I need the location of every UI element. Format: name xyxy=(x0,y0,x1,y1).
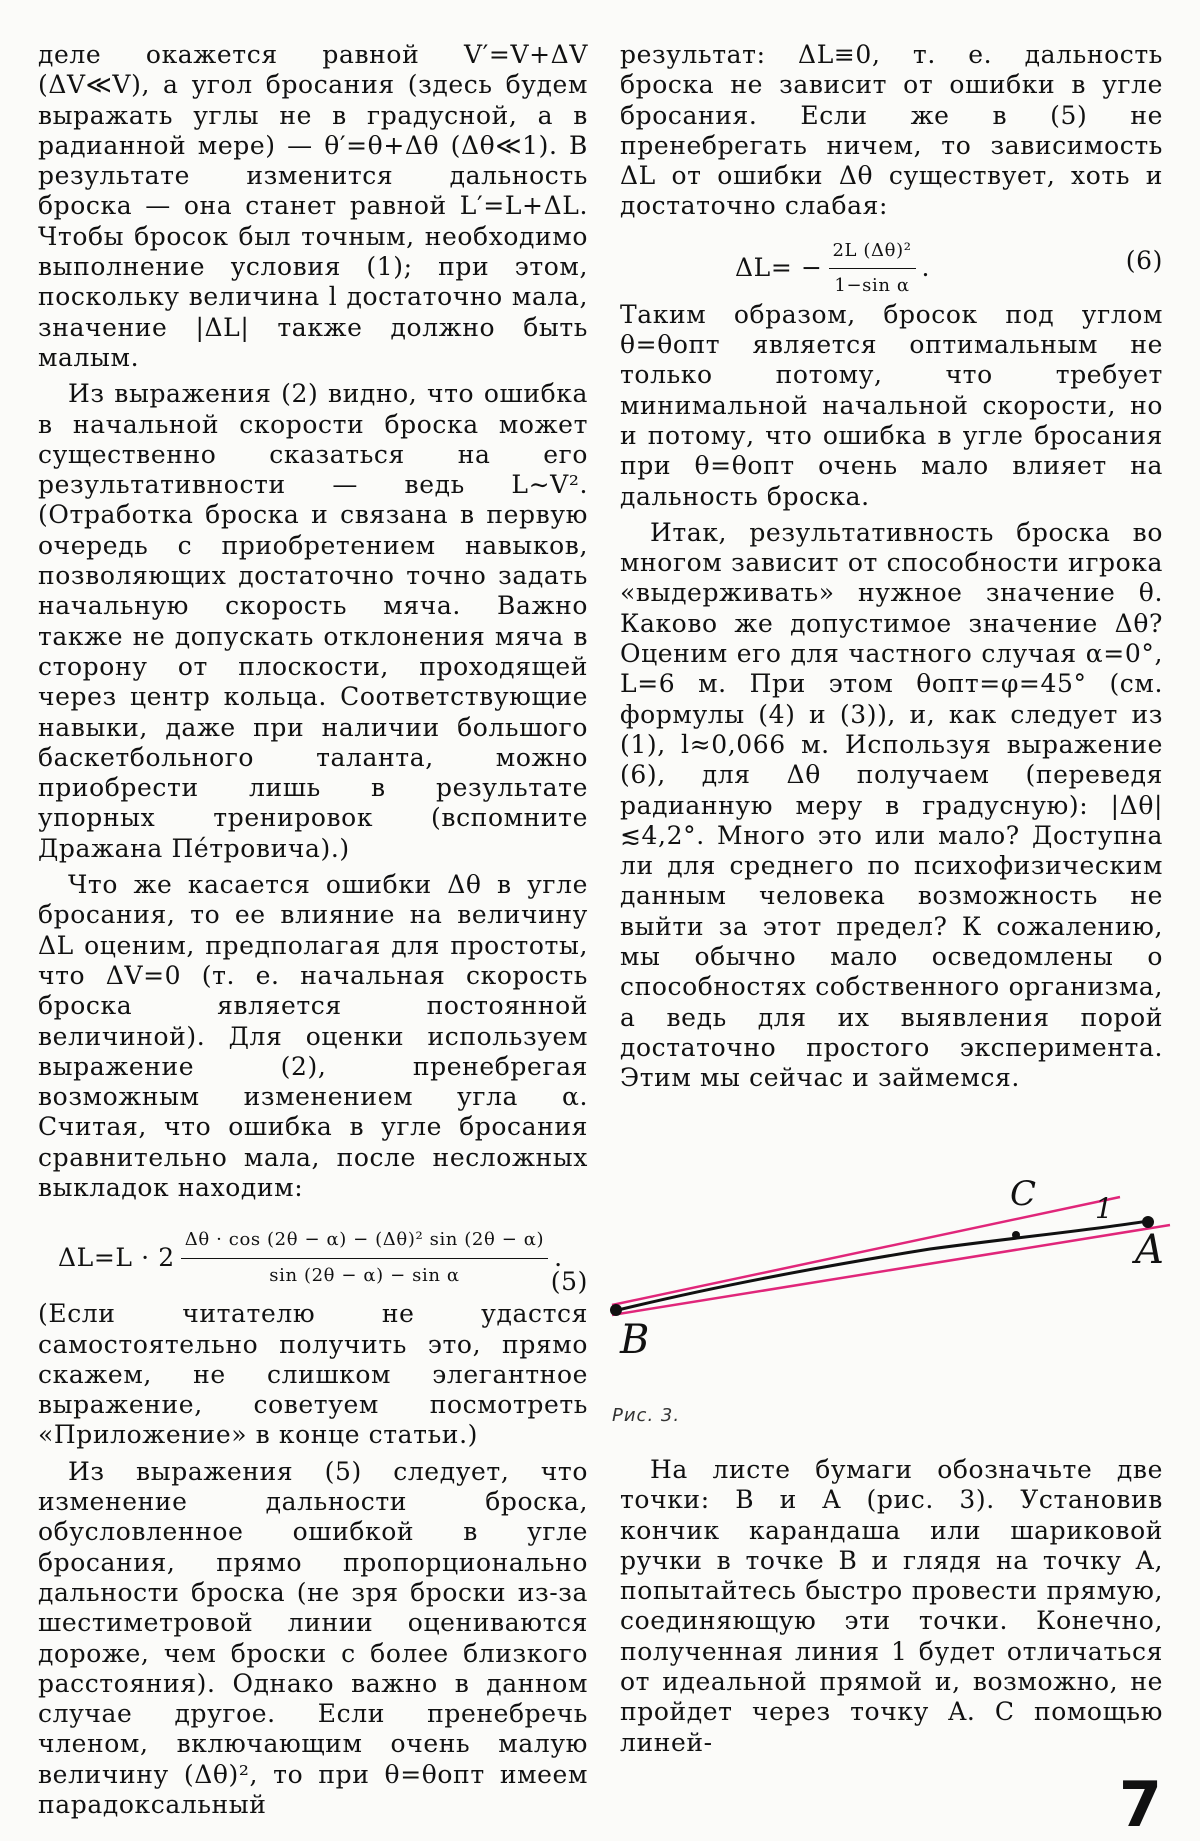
equation-denominator: sin (2θ − α) − sin α xyxy=(269,1264,460,1286)
label-a: A xyxy=(1135,1227,1164,1273)
equation-lhs: ΔL=L · 2 xyxy=(58,1242,175,1272)
left-column xyxy=(38,40,588,1820)
label-c: C xyxy=(1010,1174,1037,1214)
equation-6 xyxy=(620,236,1163,297)
label-1: 1 xyxy=(1095,1192,1113,1225)
paragraph: Что же касается ошибки Δθ в угле бросания, то ее влияние на величину ΔL оценим, предполагая для простоты, что ΔV=0 (т. е. начальная скорость броска является постоянной величиной). Для оценки используем выражение (2), пренебрегая возможным изменением угла α. Считая, что ошибка в угле бросания сравнительно мала, после несложных выкладок находим: xyxy=(38,870,588,1202)
paragraph: (Если читателю не удастся самостоятельно получить это, прямо скажем, не слишком элегантное выражение, советуем посмотреть «Приложение» в конце статьи.) xyxy=(38,1299,588,1450)
equation-tail: . xyxy=(921,253,931,283)
page-number: 7 xyxy=(1118,1768,1162,1841)
equation-numerator: 2L (Δθ)² xyxy=(829,236,916,269)
paragraph: результат: ΔL≡0, т. е. дальность броска не зависит от ошибки в угле бросания. Если же в (5) не пренебрегать ничем, то зависимость ΔL от ошибки Δθ существует, хоть и достаточно слабая: xyxy=(620,40,1163,221)
equation-fraction xyxy=(829,236,916,302)
equation-lhs: ΔL= − xyxy=(735,253,823,283)
hand-drawn-line-1 xyxy=(614,1221,1148,1311)
paragraph: Из выражения (5) следует, что изменение дальности броска, обусловленное ошибкой в угле бросания, прямо пропорционально дальности броска (не зря броски из-за шестиметровой линии оцениваются дороже, чем броски с более близкого расстояния). Однако важно в данном случае другое. Если пренебречь членом, включающим очень малую величину (Δθ)², то при θ=θопт имеем парадоксальный xyxy=(38,1456,588,1820)
paragraph: На листе бумаги обозначьте две точки: B и A (рис. 3). Установив кончик карандаша или шариковой ручки в точке B и глядя на точку A, попытайтесь быстро провести прямую, соединяющую эти точки. Конечно, полученная линия 1 будет отличаться от идеальной прямой и, возможно, не пройдет через точку A. С помощью линей- xyxy=(620,1455,1163,1757)
equation-numerator: Δθ · cos (2θ − α) − (Δθ)² sin (2θ − α) xyxy=(181,1225,548,1258)
paragraph: Из выражения (2) видно, что ошибка в начальной скорости броска может существенно сказаться на его результативности — ведь L∼V². (Отработка броска и связана в первую очередь с приобретением навыков, позволяющих достаточно точно задать начальную скорость мяча. Важно также не допускать отклонения мяча в сторону от плоскости, проходящей через центр кольца. Соответствующие навыки, даже при наличии большого баскетбольного таланта, можно приобрести лишь в результате упорных тренировок (вспомните Дражана Пéтровича).) xyxy=(38,379,588,863)
figure-3-drawing xyxy=(600,1145,1180,1375)
right-column-continued xyxy=(620,1455,1163,1758)
right-column xyxy=(620,40,1163,1094)
equation-number: (5) xyxy=(550,1267,588,1297)
label-b: B xyxy=(620,1317,650,1363)
equation-denominator: 1−sin α xyxy=(834,275,910,297)
point-c xyxy=(1012,1231,1020,1239)
point-b xyxy=(610,1304,622,1316)
equation-tail: . xyxy=(554,1242,563,1272)
paragraph: деле окажется равной V′=V+ΔV (ΔV≪V), а угол бросания (здесь будем выражать углы не в градусной, а в радианной мере) — θ′=θ+Δθ (Δθ≪1). В результате изменится дальность броска — она станет равной L′=L+ΔL. Чтобы бросок был точным, необходимо выполнение условия (1); при этом, поскольку величина l достаточно мала, значение |ΔL| также должно быть малым. xyxy=(38,40,588,372)
reference-line-ba xyxy=(612,1225,1170,1315)
paragraph: Таким образом, бросок под углом θ=θопт является оптимальным не только потому, что требует минимальной начальной скорости, но и потому, что ошибка в угле бросания при θ=θопт очень мало влияет на дальность броска. xyxy=(620,299,1163,511)
equation-fraction xyxy=(181,1225,548,1291)
equation-5 xyxy=(38,1219,588,1297)
figure-caption: Рис. 3. xyxy=(612,1405,681,1426)
paragraph: Итак, результативность броска во многом зависит от способности игрока «выдерживать» нужное значение θ. Каково же допустимое значение Δθ? Оценим его для частного случая α=0°, L=6 м. При этом θопт=φ=45° (см. формулы (4) и (3)), и, как следует из (1), l≈0,066 м. Используя выражение (6), для Δθ получаем (переведя радианную меру в градусную): |Δθ|≲4,2°. Много это или мало? Доступна ли для среднего по психофизическим данным человека возможность не выйти за этот предел? К сожалению, мы обычно мало осведомлены о способностях собственного организма, а ведь для их выявления порой достаточно простого эксперимента. Этим мы сейчас и займемся. xyxy=(620,517,1163,1093)
equation-number: (6) xyxy=(1125,245,1163,275)
reference-line-bc xyxy=(612,1197,1120,1305)
